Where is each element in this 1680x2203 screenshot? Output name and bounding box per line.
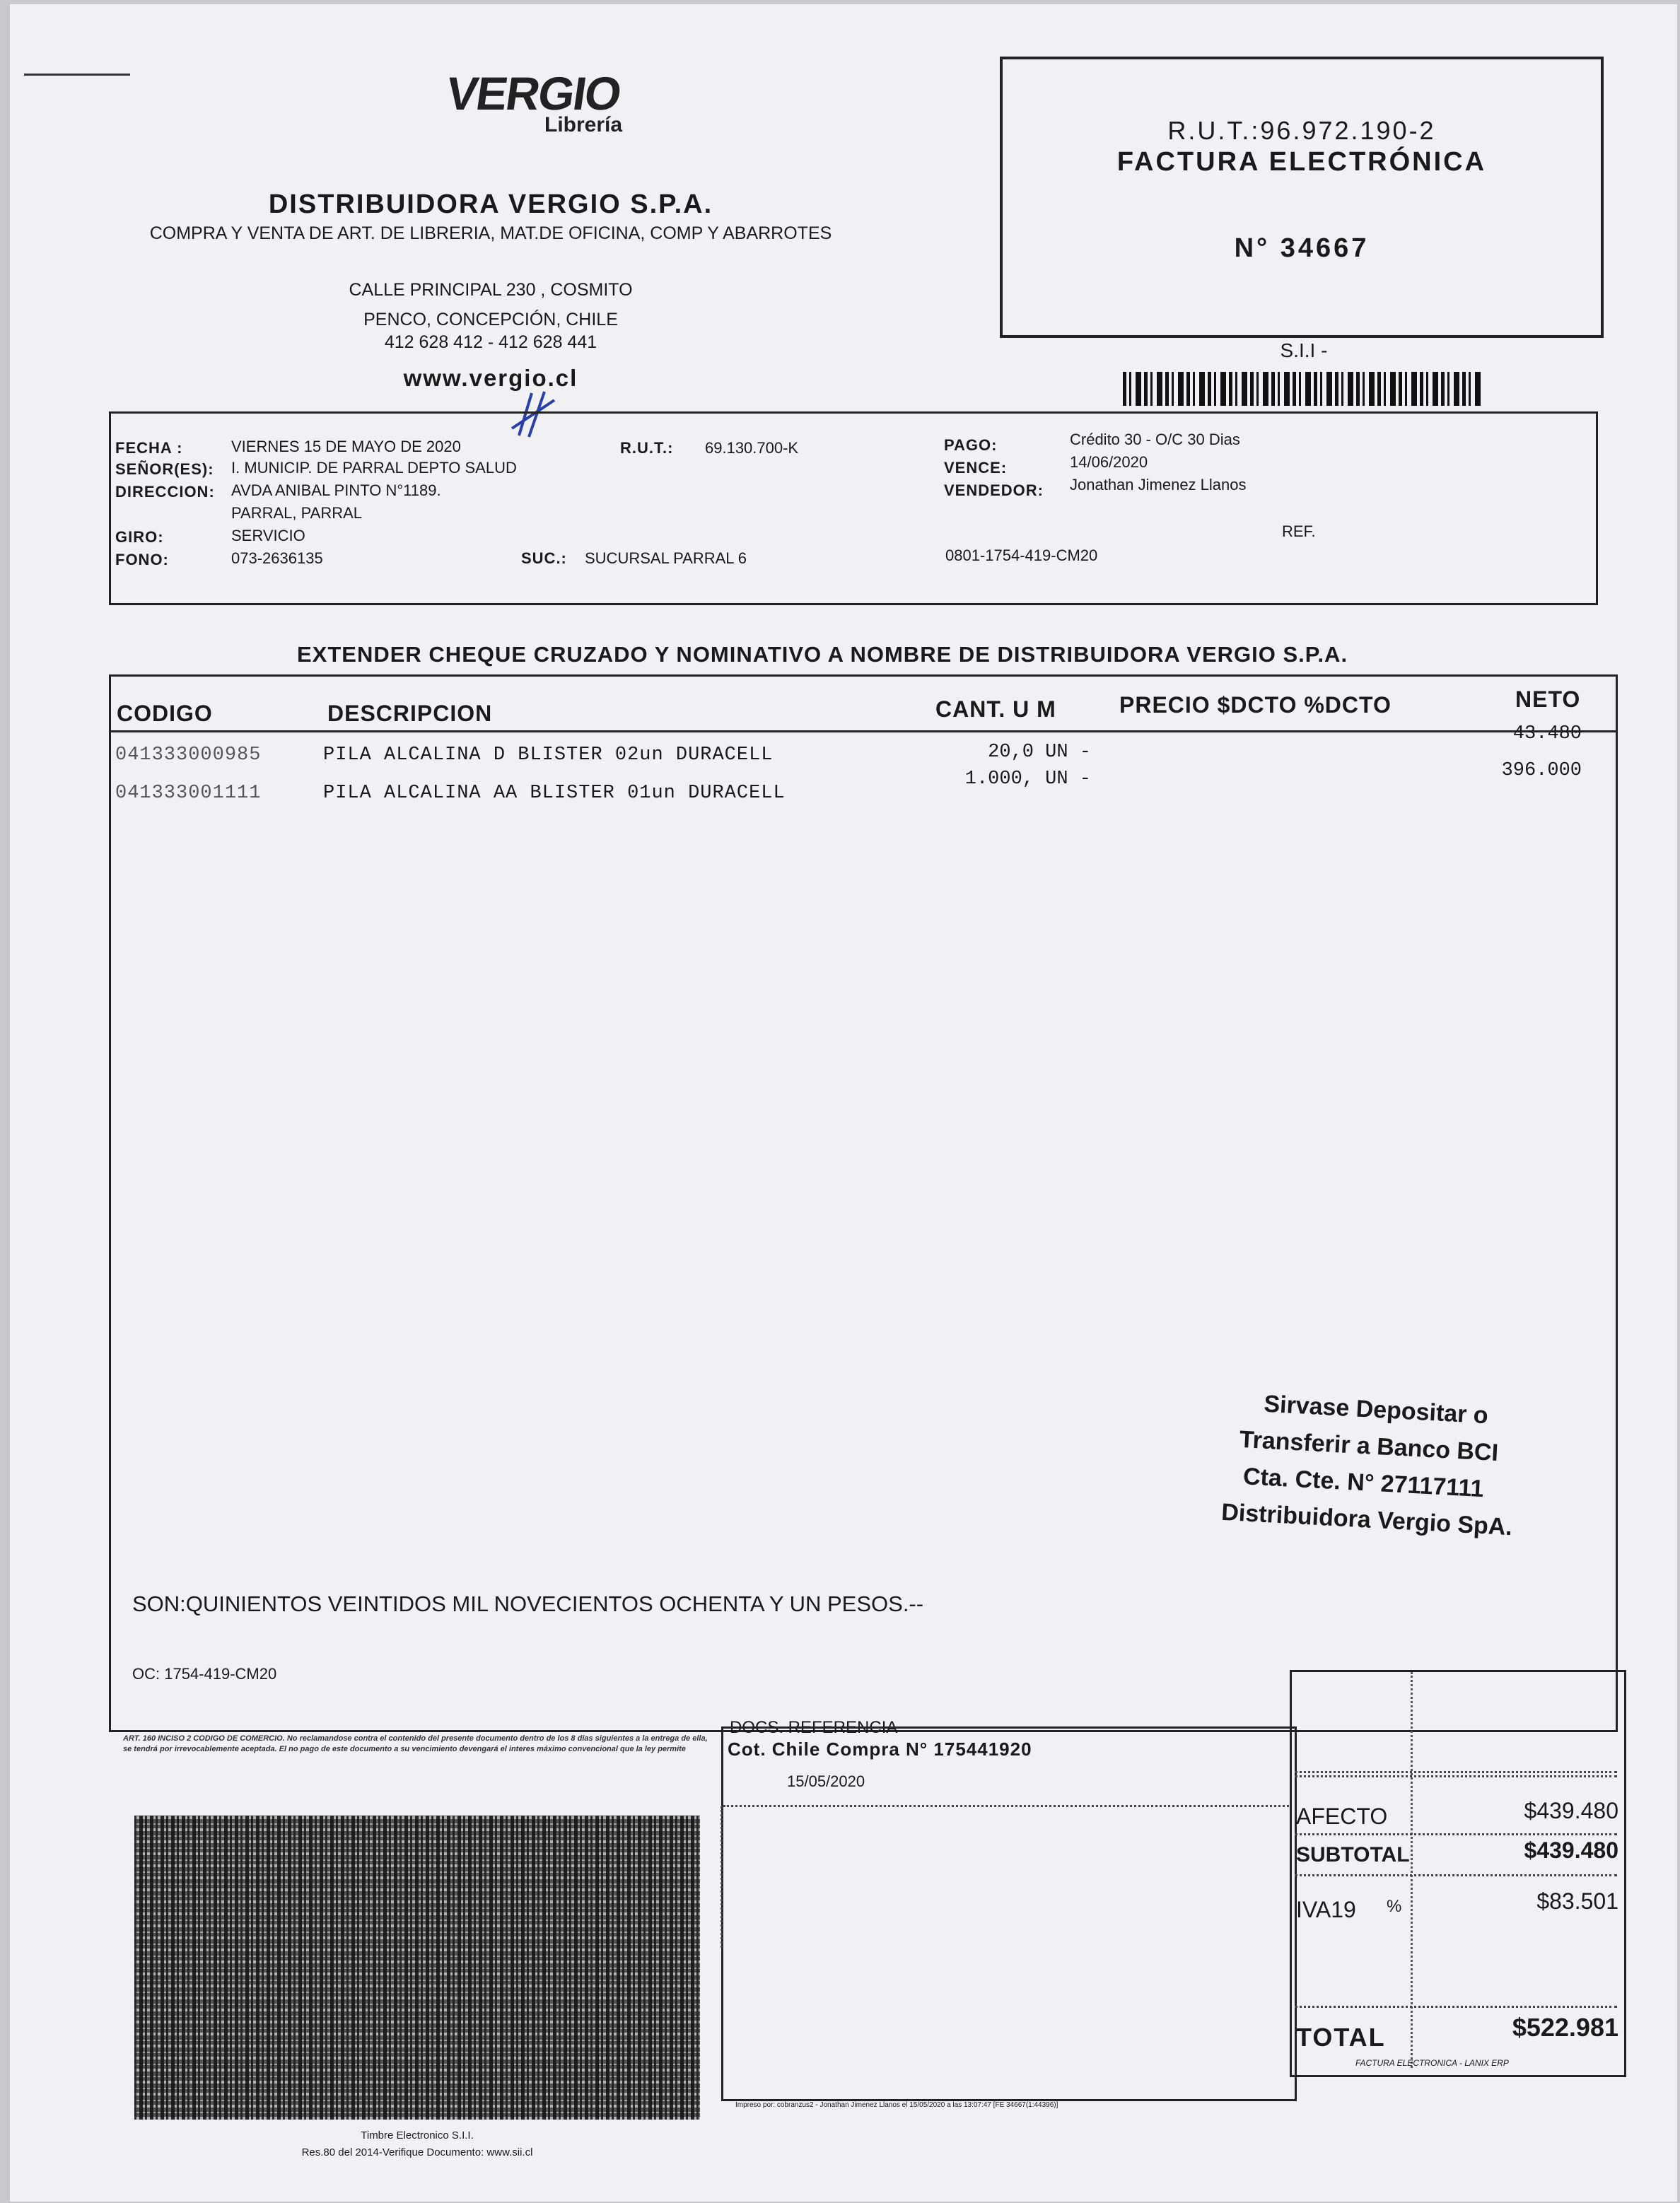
amount-in-words: SON:QUINIENTOS VEINTIDOS MIL NOVECIENTOS OCHENTA Y UN PESOS.-- xyxy=(132,1591,924,1616)
iva-value: $83.501 xyxy=(1536,1888,1618,1914)
senores-label: SEÑOR(ES): xyxy=(115,460,214,478)
company-logo: VERGIO xyxy=(443,67,624,119)
oc-reference: OC: 1754-419-CM20 xyxy=(132,1665,277,1683)
stamp-line-4: Distribuidora Vergio SpA. xyxy=(1220,1498,1513,1541)
col-codigo-header: CODIGO xyxy=(117,701,213,726)
company-phones: 412 628 412 - 412 628 441 xyxy=(384,332,597,352)
timbre-electronico-code xyxy=(134,1816,700,2120)
invoice-number: N° 34667 xyxy=(1234,233,1370,263)
stamp-line-3: Cta. Cte. N° 27117111 xyxy=(1242,1463,1485,1503)
docs-ref-box xyxy=(721,1726,1297,2101)
col-neto-header: NETO xyxy=(1515,686,1581,712)
items-box xyxy=(109,674,1618,1732)
company-address-2: PENCO, CONCEPCIÓN, CHILE xyxy=(363,310,618,329)
subtotal-value: $439.480 xyxy=(1524,1837,1618,1863)
direccion-value-1: AVDA ANIBAL PINTO N°1189. xyxy=(231,481,441,499)
company-web: www.vergio.cl xyxy=(403,365,578,391)
pago-value: Crédito 30 - O/C 30 Dias xyxy=(1070,431,1240,448)
row-cant: 20,0 UN - xyxy=(988,742,1091,763)
vence-label: VENCE: xyxy=(944,459,1008,477)
direccion-label: DIRECCION: xyxy=(115,483,215,501)
company-name: DISTRIBUIDORA VERGIO S.P.A. xyxy=(268,189,713,219)
stamp-line-1: Sirvase Depositar o xyxy=(1263,1390,1489,1430)
senores-value: I. MUNICIP. DE PARRAL DEPTO SALUD xyxy=(231,459,517,477)
corner-mark xyxy=(24,74,130,76)
col-descripcion-header: DESCRIPCION xyxy=(327,701,493,726)
row-codigo: 041333000985 xyxy=(115,744,262,766)
timbre-verify: Res.80 del 2014-Verifique Documento: www.sii.cl xyxy=(301,2146,533,2158)
iva-label: IVA19 xyxy=(1296,1897,1356,1922)
fono-label: FONO: xyxy=(115,551,169,568)
company-address-1: CALLE PRINCIPAL 230 , COSMITO xyxy=(349,280,633,300)
docs-ref-dotted-edge xyxy=(721,1806,723,1948)
totals-footer: FACTURA ELECTRONICA - LANIX ERP xyxy=(1355,2058,1509,2068)
pago-label: PAGO: xyxy=(944,436,998,454)
row-cant: 1.000, UN - xyxy=(964,769,1091,790)
printed-by: Impreso por: cobranzus2 - Jonathan Jimenez Llanos el 15/05/2020 a las 13:07:47 [FE 34667(1:44396)] xyxy=(735,2101,1058,2109)
totals-divider-v xyxy=(1411,1672,1413,2068)
fono-value: 073-2636135 xyxy=(231,549,323,567)
totals-dotline-3 xyxy=(1295,1833,1617,1835)
afecto-value: $439.480 xyxy=(1524,1798,1618,1823)
totals-dotline-2 xyxy=(1295,1775,1617,1777)
total-value: $522.981 xyxy=(1512,2013,1618,2042)
totals-dotline-4 xyxy=(1295,1874,1617,1876)
timbre-label: Timbre Electronico S.I.I. xyxy=(361,2129,474,2141)
bank-stamp xyxy=(1220,1384,1560,1548)
barcode xyxy=(1123,372,1483,406)
rut-value: 69.130.700-K xyxy=(705,439,799,457)
direccion-value-2: PARRAL, PARRAL xyxy=(231,504,363,522)
docs-ref-document: Cot. Chile Compra N° 175441920 xyxy=(728,1739,1032,1760)
row-descripcion: PILA ALCALINA AA BLISTER 01un DURACELL xyxy=(323,783,786,804)
row-codigo: 041333001111 xyxy=(115,783,262,804)
vendedor-value: Jonathan Jimenez Llanos xyxy=(1070,476,1247,493)
docs-ref-dotline xyxy=(723,1805,1289,1807)
suc-label: SUC.: xyxy=(521,549,567,567)
subtotal-label: SUBTOTAL xyxy=(1296,1843,1410,1866)
suc-value: SUCURSAL PARRAL 6 xyxy=(585,549,747,567)
totals-dotline-1 xyxy=(1295,1771,1617,1773)
rut-box xyxy=(1000,57,1604,338)
rut-label: R.U.T.: xyxy=(620,439,674,457)
col-precio-header: PRECIO $DCTO %DCTO xyxy=(1119,692,1392,718)
sii-label: S.I.I - xyxy=(1280,339,1328,361)
vence-value: 14/06/2020 xyxy=(1070,453,1148,471)
row-neto: 396.000 xyxy=(1501,760,1582,781)
fecha-label: FECHA : xyxy=(115,439,183,457)
totals-dotline-5 xyxy=(1295,2006,1617,2008)
row-descripcion: PILA ALCALINA D BLISTER 02un DURACELL xyxy=(323,744,774,766)
invoice-sheet xyxy=(10,4,1677,2202)
vendedor-label: VENDEDOR: xyxy=(944,481,1044,499)
ref-code: 0801-1754-419-CM20 xyxy=(945,547,1098,564)
header-divider xyxy=(111,730,1616,732)
stamp-line-2: Transferir a Banco BCI xyxy=(1238,1425,1499,1467)
col-cant-header: CANT. U M xyxy=(935,696,1056,722)
cheque-note: EXTENDER CHEQUE CRUZADO Y NOMINATIVO A NOMBRE DE DISTRIBUIDORA VERGIO S.P.A. xyxy=(297,642,1348,667)
giro-value: SERVICIO xyxy=(231,527,305,544)
company-logo-sub: Librería xyxy=(544,113,623,136)
docs-ref-date: 15/05/2020 xyxy=(787,1772,865,1790)
ref-label: REF. xyxy=(1282,522,1316,540)
invoice-rut: R.U.T.:96.972.190-2 xyxy=(1167,116,1436,145)
giro-label: GIRO: xyxy=(115,528,164,546)
docs-ref-title: DOCS. REFERENCIA xyxy=(730,1718,898,1737)
iva-percent: % xyxy=(1387,1897,1402,1916)
totals-box xyxy=(1290,1670,1626,2077)
afecto-label: AFECTO xyxy=(1296,1804,1388,1829)
invoice-type: FACTURA ELECTRÓNICA xyxy=(1116,147,1487,177)
total-label: TOTAL xyxy=(1296,2023,1386,2052)
fecha-value: VIERNES 15 DE MAYO DE 2020 xyxy=(231,438,461,455)
legal-text: ART. 160 INCISO 2 CODIGO DE COMERCIO. No reclamandose contra el contenido del presente documento dentro de los 8 dias siguientes a la entrega de ella, se tendrá por irrevocablemente aceptada. El no pago de este documento a su vencimiento devengará el interes máximo convencional que la ley permite xyxy=(123,1734,708,1753)
client-box xyxy=(109,411,1598,605)
company-activity: COMPRA Y VENTA DE ART. DE LIBRERIA, MAT.DE OFICINA, COMP Y ABARROTES xyxy=(149,223,832,243)
row-neto: 43.480 xyxy=(1512,723,1582,744)
